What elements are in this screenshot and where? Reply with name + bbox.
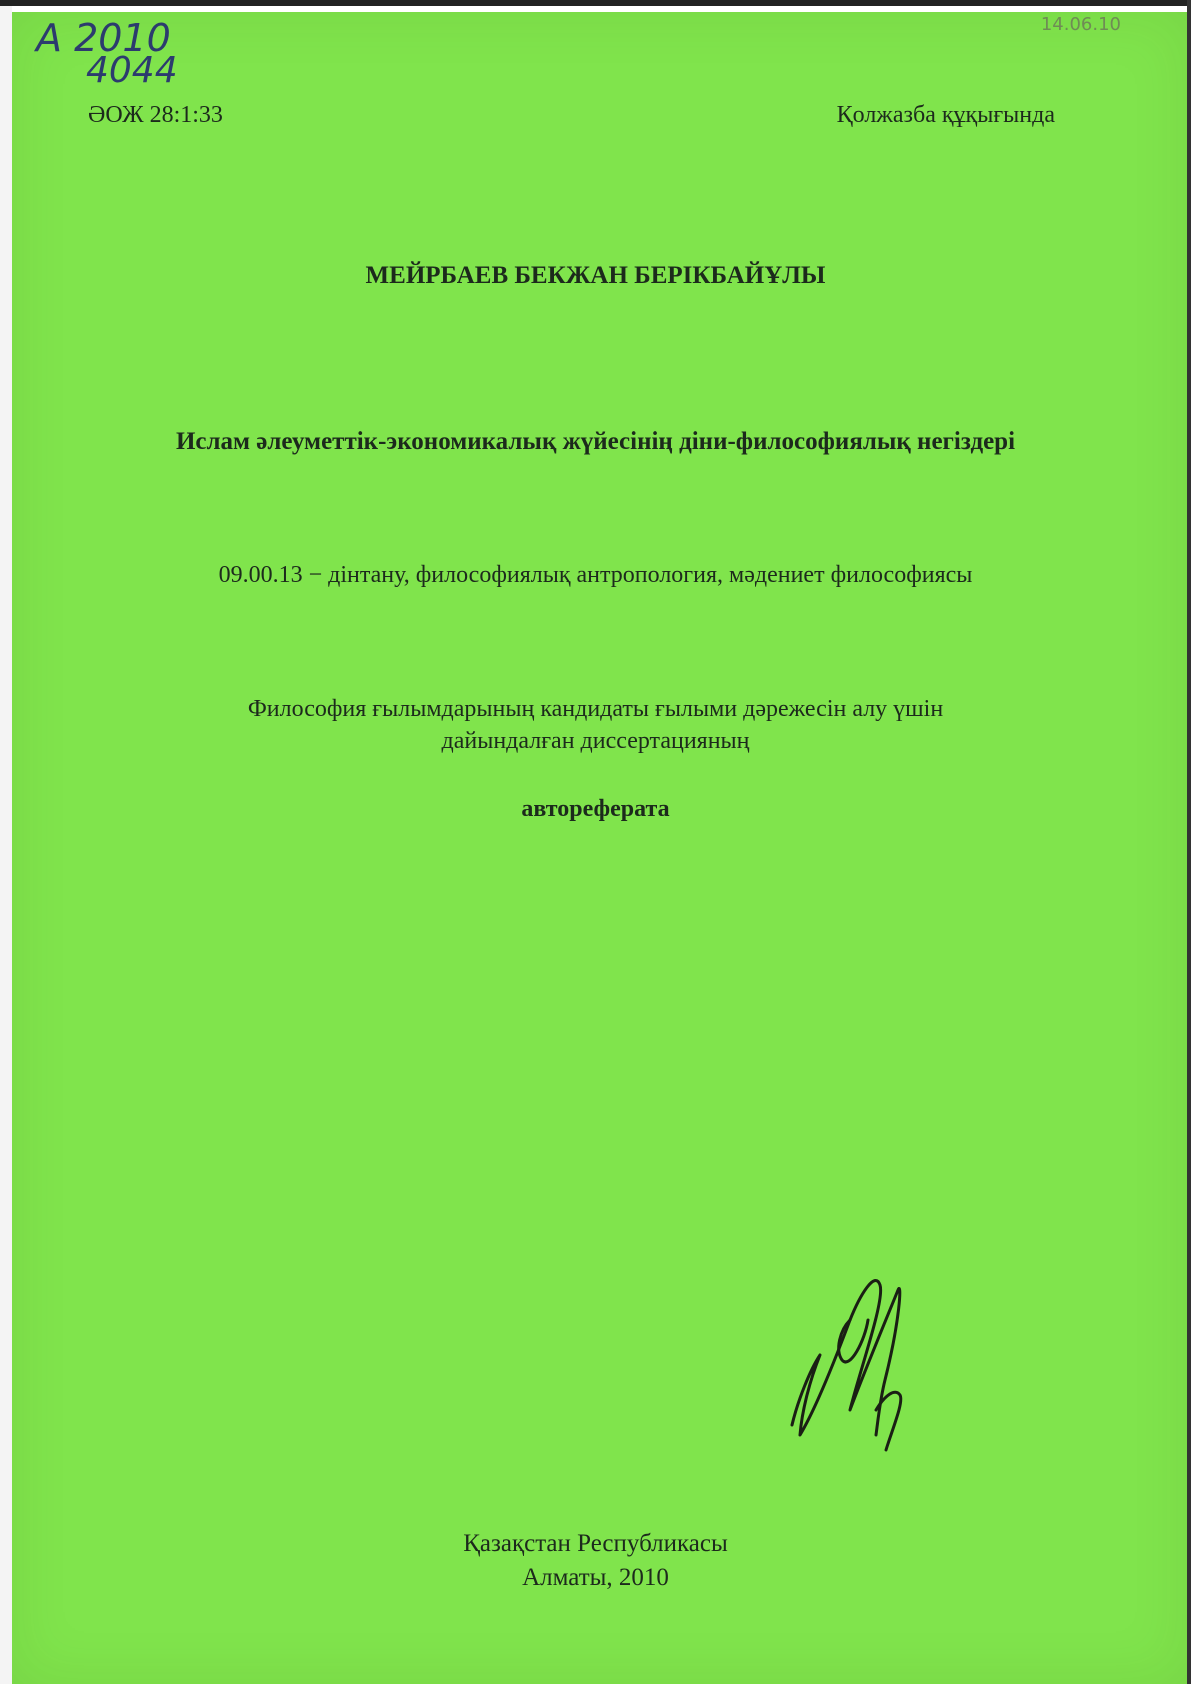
specialty-code: 09.00.13 − дінтану, философиялық антропология, мәдениет философиясы (218, 562, 973, 588)
manuscript-rights-note: Қолжазба құқығында (836, 102, 1055, 128)
document-type: автореферата (521, 796, 670, 822)
scan-right-edge (1187, 0, 1191, 1684)
author-name: МЕЙРБАЕВ БЕКЖАН БЕРІКБАЙҰЛЫ (365, 262, 826, 289)
signature-stroke (792, 1280, 900, 1435)
scan-left-margin (0, 0, 12, 1684)
handwritten-archive-number: 4044 (86, 50, 178, 91)
country: Қазақстан Республикасы (463, 1530, 728, 1557)
udc-code: ӘОЖ 28:1:33 (88, 102, 223, 128)
degree-purpose-line-2: дайындалған диссертацияның (441, 728, 750, 754)
dissertation-title: Ислам әлеуметтік-экономикалық жүйесінің діни-философиялық негіздері (175, 428, 1016, 455)
city-year: Алматы, 2010 (522, 1564, 669, 1591)
handwritten-receipt-date: 14.06.10 (1040, 14, 1121, 35)
author-signature (780, 1260, 940, 1460)
degree-purpose-line-1: Философия ғылымдарының кандидаты ғылыми дәрежесін алу үшін (247, 696, 944, 722)
handwritten-archive-code: A 2010 (36, 16, 171, 60)
scan-top-edge (0, 0, 1191, 6)
